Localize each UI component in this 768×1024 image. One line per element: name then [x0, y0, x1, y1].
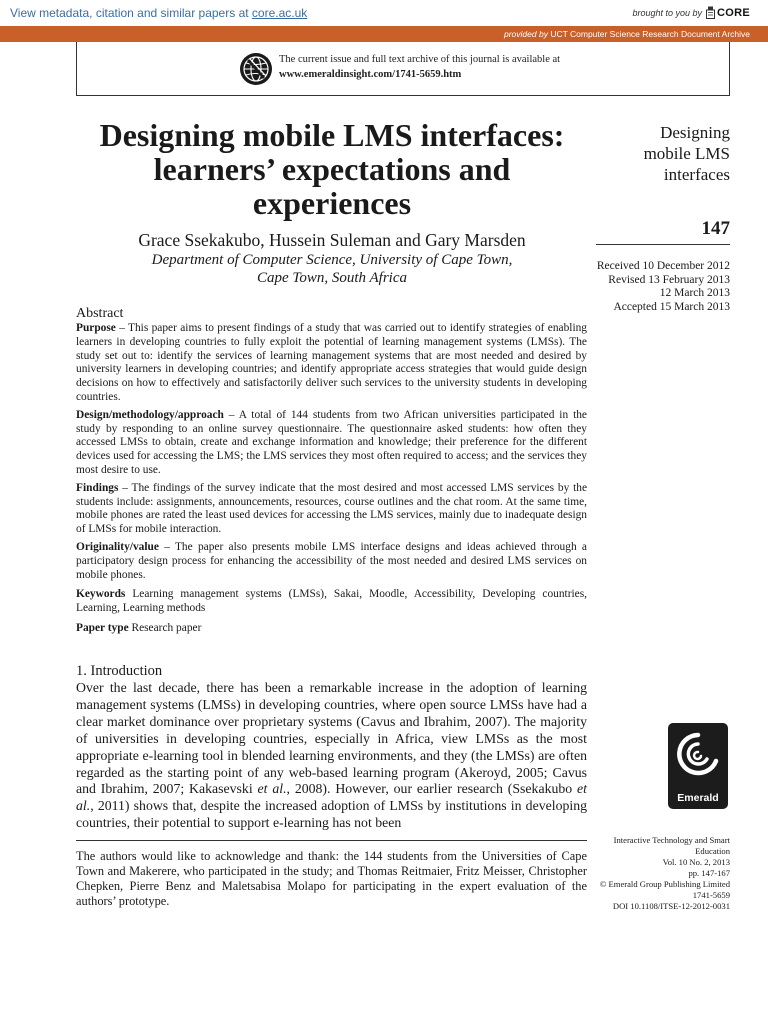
design-text: – A total of 144 students from two African universities participated in the study by responding to an online survey questionnaire. The questionnaire asked students: how often they accessed LMSs to obtain, create and exchange information and knowledge; their preference for the different devices used for accessing the LMS; the LMS services they most often required to access; and the services they most desire to use.: [76, 408, 587, 476]
intro-text-1: Over the last decade, there has been a remarkable increase in the adoption of learning management systems (LMSs) in developing countries, where open source LMSs have had a clear market dominance over proprietary systems (Cavus and Ibrahim, 2007). The majority of universities in developing countries, especially in Africa, view LMSs as the most appropriate e-learning tool in blended learning environments, and they (the LMSs) are often regarded as the starting point of any web-based learning program (Akeroyd, 2005; Cavus and Ibrahim, 2007; Kakasevski: [76, 680, 587, 797]
provided-by-bar: [0, 26, 768, 42]
notice-line: The current issue and full text archive of this journal is available at: [279, 54, 561, 65]
core-logo-icon: [706, 6, 715, 19]
paper-title: [70, 118, 594, 220]
running-title-line: Designing: [660, 123, 730, 142]
affiliation: [70, 251, 594, 287]
journal-volume: Vol. 10 No. 2, 2013: [662, 857, 730, 867]
intro-text-3: , 2011) shows that, despite the increased adoption of LMSs by institutions in developing countries, their potential to support e-learning has not been: [76, 798, 587, 831]
abstract-heading: Abstract: [76, 306, 124, 321]
acknowledgement-footnote: The authors would like to acknowledge and thank: the 144 students from the Universities of Cape Town and Makerere, who participated in the study; and Thomas Reitmaier, Fritz Meisser, Christopher Chepken, Pierre Benz and Maletsabisa Molapo for participating in the expert evaluation of the authors’ prototype.: [76, 849, 587, 908]
core-logo-text: CORE: [717, 6, 750, 19]
emerald-e-icon: [676, 731, 720, 783]
keywords: [76, 588, 587, 616]
provider-name[interactable]: UCT Computer Science Research Document Archive: [547, 29, 750, 39]
core-link[interactable]: core.ac.uk: [251, 6, 308, 20]
journal-pages: pp. 147-167: [688, 868, 730, 878]
journal-url[interactable]: www.emeraldinsight.com/1741-5659.htm: [279, 69, 462, 80]
footnote-divider: [76, 840, 587, 841]
introduction-body: [76, 680, 587, 832]
introduction-heading: 1. Introduction: [76, 663, 163, 679]
running-title-line: mobile LMS: [643, 144, 730, 163]
abstract-purpose: [76, 322, 587, 405]
design-label: Design/methodology/approach: [76, 408, 224, 421]
page-number: 147: [701, 218, 730, 239]
running-title: [596, 122, 730, 185]
keywords-label: Keywords: [76, 588, 126, 601]
title-line: Designing mobile LMS interfaces:: [99, 117, 565, 153]
core-branding[interactable]: [632, 6, 750, 19]
purpose-text: – This paper aims to present findings of a study that was carried out to identify strategies of enabling learners in developing countries to fully exploit the potential of learning management systems (LMSs). The study set out to: identify the services of learning management systems that are most needed and desired by university learners in developing countries; and identify appropriate access strategies that would guide design decisions on how to effectively and satisfactorily deliver such services to the university students in developing countries.: [76, 322, 587, 403]
core-logo[interactable]: [706, 6, 750, 19]
metadata-text: View metadata, citation and similar papers at: [10, 6, 252, 20]
title-line: learners’ expectations and: [153, 151, 511, 187]
received-date: Received 10 December 2012: [596, 260, 730, 272]
globe-icon: [239, 52, 273, 86]
purpose-label: Purpose: [76, 322, 116, 334]
notice-text: [279, 52, 560, 82]
keywords-text: Learning management systems (LMSs), Sakai, Moodle, Accessibility, Developing countries, Learning, Learning methods: [76, 588, 587, 615]
emerald-logo-text: Emerald: [677, 792, 719, 804]
journal-copyright: © Emerald Group Publishing Limited: [599, 879, 730, 889]
abstract-findings: [76, 482, 587, 537]
metadata-notice: [10, 6, 307, 20]
abstract-originality: [76, 541, 587, 582]
margin-divider: [596, 244, 730, 245]
findings-text: – The findings of the survey indicate that the most desired and most accessed LMS services by the students include: assignments, announcements, resources, course outlines and the chat room. At the same time, mobile phones are rated the least used devices for accessing the LMS services, mainly due to inadequate design of LMSs for mobile interaction.: [76, 481, 587, 536]
abstract-body: [76, 322, 587, 640]
provided-label: provided by: [504, 29, 548, 39]
et-al: et al.: [76, 781, 587, 814]
journal-name: Interactive Technology and Smart: [613, 835, 730, 845]
revised-date-2: 12 March 2013: [659, 287, 730, 299]
journal-issn: 1741-5659: [692, 890, 730, 900]
emerald-logo: [668, 723, 728, 809]
originality-label: Originality/value: [76, 540, 159, 553]
intro-text-2: , 2008). However, our earlier research (Ssekakubo: [286, 781, 578, 797]
affiliation-line: Department of Computer Science, University of Cape Town,: [151, 252, 513, 268]
core-banner: [0, 0, 768, 27]
journal-notice-box: [76, 42, 730, 96]
journal-info: [590, 835, 730, 912]
submission-dates: [576, 260, 730, 314]
abstract-design: [76, 409, 587, 478]
journal-doi: DOI 10.1108/ITSE-12-2012-0031: [612, 901, 730, 911]
et-al: et al.: [257, 781, 287, 797]
authors: Grace Ssekakubo, Hussein Suleman and Gary Marsden: [138, 230, 526, 250]
revised-date: Revised 13 February 2013: [608, 273, 730, 286]
findings-label: Findings: [76, 481, 119, 494]
journal-name-cont: Education: [695, 846, 730, 856]
originality-text: – The paper also presents mobile LMS interface designs and ideas achieved through a participatory design process for enhancing the accessibility of the most needed and desired LMS services on mobile phones.: [76, 540, 587, 581]
paper-type-label: Paper type: [76, 621, 129, 634]
accepted-date: Accepted 15 March 2013: [613, 300, 730, 313]
brought-text: brought to you by: [632, 7, 703, 18]
paper-type-text: Research paper: [128, 621, 202, 634]
title-line: experiences: [252, 185, 412, 221]
affiliation-line: Cape Town, South Africa: [256, 270, 408, 286]
running-title-line: interfaces: [663, 165, 730, 184]
paper-type: [76, 622, 587, 636]
